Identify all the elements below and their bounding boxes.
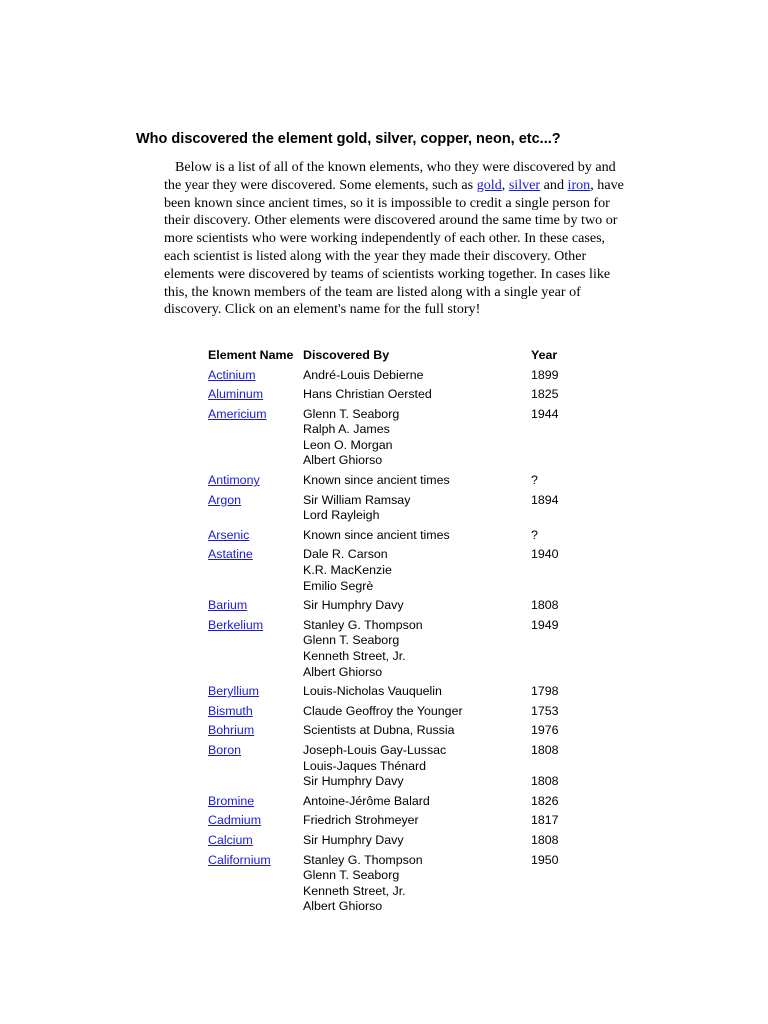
discovered-by-cell [303,794,430,810]
discovered-by-cell [303,528,450,544]
year-cell [531,598,559,614]
element-link-argon[interactable]: Argon [208,492,242,507]
intro-separator-1: , [501,176,509,193]
year-cell [531,493,559,509]
discovered-by-cell [303,547,392,594]
discoverer-name: Hans Christian Oersted [303,387,432,402]
silver-link[interactable]: silver [508,176,541,193]
discoverer-name: Sir Humphry Davy [303,598,404,613]
discovery-year: 1825 [531,387,559,402]
discovery-year: 1944 [531,406,559,421]
discoverer-name: Louis-Jaques Thénard [303,758,427,773]
discoverer-name: Known since ancient times [303,473,450,488]
element-link-arsenic[interactable]: Arsenic [208,527,250,542]
header-discovered-by: Discovered By [303,348,390,362]
discoverer-name: Ralph A. James [303,422,390,437]
element-link-astatine[interactable]: Astatine [208,547,253,562]
discoverer-name: André-Louis Debierne [303,367,424,382]
discoverer-name: Emilio Segrè [303,578,374,593]
discoverer-name: Antoine-Jérôme Balard [303,793,430,808]
discovered-by-cell [303,493,410,524]
discoverer-name: Kenneth Street, Jr. [303,649,406,664]
year-cell [531,368,559,384]
discovery-year: 1976 [531,723,559,738]
year-cell [531,794,559,810]
discoverer-name: Leon O. Morgan [303,437,393,452]
element-link-californium[interactable]: Californium [208,852,271,867]
discovery-year: 1817 [531,813,559,828]
table-row [208,387,588,407]
element-link-calcium[interactable]: Calcium [208,833,253,847]
intro-text-1: Below is a list of all of the known elements, who they were discovered by and the year they were discovered. Some elements, such as [164,159,616,193]
year-cell [531,473,538,489]
discoverer-name: Sir Humphry Davy [303,774,404,789]
discoverer-name: Stanley G. Thompson [303,617,423,632]
intro-paragraph [164,159,634,319]
discovery-year: 1808 [531,743,559,758]
table-row [208,598,588,618]
discoverer-name: Stanley G. Thompson [303,852,423,867]
discovered-by-cell [303,813,419,829]
discovery-year: 1949 [531,617,559,632]
table-row [208,853,588,919]
discoverer-name: Glenn T. Seaborg [303,868,400,883]
table-header-row [208,348,588,368]
discovered-by-cell [303,387,432,403]
discoverer-name: Claude Geoffroy the Younger [303,703,463,718]
year-cell [531,813,559,829]
discovered-by-cell [303,407,399,469]
discovered-by-cell [303,853,423,915]
table-row [208,368,588,388]
year-spacer [531,759,559,775]
discoverer-name: K.R. MacKenzie [303,563,392,578]
discoverer-name: Friedrich Strohmeyer [303,813,419,828]
table-row [208,547,588,598]
year-cell [531,853,559,869]
discoverer-name: Known since ancient times [303,527,450,542]
discoverer-name: Albert Ghiorso [303,664,383,679]
year-cell [531,743,559,790]
year-cell [531,618,559,634]
element-link-bismuth[interactable]: Bismuth [208,703,253,718]
table-row [208,743,588,794]
discovery-year: 1826 [531,793,559,808]
iron-link[interactable]: iron [567,176,591,193]
discovery-year: 1899 [531,367,559,382]
year-cell [531,833,559,849]
year-cell [531,723,559,739]
table-row [208,528,588,548]
table-row [208,704,588,724]
header-element-name: Element Name [208,348,294,362]
discoverer-name: Kenneth Street, Jr. [303,883,406,898]
intro-separator-2: and [540,176,568,193]
elements-table [208,348,588,919]
table-row [208,794,588,814]
discovery-year: ? [531,527,538,542]
discovered-by-cell [303,833,404,849]
element-link-beryllium[interactable]: Beryllium [208,684,259,699]
discovered-by-cell [303,704,463,720]
element-link-actinium[interactable]: Actinium [208,367,256,382]
discovery-year: 1894 [531,492,559,507]
year-cell [531,704,559,720]
discovery-year: ? [531,473,538,488]
header-year: Year [531,348,558,362]
table-body [208,368,588,919]
year-cell [531,407,559,423]
discovered-by-cell [303,723,455,739]
discoverer-name: Joseph-Louis Gay-Lussac [303,743,447,758]
element-link-berkelium[interactable]: Berkelium [208,617,264,632]
discoverer-name: Sir William Ramsay [303,492,411,507]
discoverer-name: Glenn T. Seaborg [303,406,400,421]
discovered-by-cell [303,368,424,384]
year-cell [531,684,559,700]
discoverer-name: Dale R. Carson [303,547,388,562]
table-row [208,473,588,493]
element-link-cadmium[interactable]: Cadmium [208,813,262,828]
gold-link[interactable]: gold [476,176,502,193]
discovery-year: 1808 [531,598,559,613]
element-link-aluminum[interactable]: Aluminum [208,387,264,402]
discoverer-name: Sir Humphry Davy [303,833,404,847]
discoverer-name: Lord Rayleigh [303,508,380,523]
discoverer-name: Albert Ghiorso [303,899,383,914]
year-cell [531,528,538,544]
discovery-year: 1808 [531,774,559,789]
discovered-by-cell [303,684,442,700]
year-cell [531,547,559,563]
discovered-by-cell [303,473,450,489]
table-row [208,618,588,684]
year-cell [531,387,559,403]
table-row [208,723,588,743]
discovery-year: 1798 [531,684,559,699]
discovery-year: 1753 [531,703,559,718]
element-link-bromine[interactable]: Bromine [208,793,255,808]
element-link-americium[interactable]: Americium [208,406,267,421]
discoverer-name: Scientists at Dubna, Russia [303,723,455,738]
table-row [208,833,588,853]
intro-text-2: , have been known since ancient times, so it is impossible to credit a single person for their discovery. Other elements were discovered around the same time by two or more scientists who were working independently of each other. In these cases, each scientist is listed along with the year they made their discovery. Other elements were discovered by teams of scientists working together. In cases like this, the known members of the team are listed along with a single year of discovery. Click on an element's name for the full story! [164,176,624,318]
element-link-barium[interactable]: Barium [208,598,248,613]
discovered-by-cell [303,743,446,790]
table-row [208,493,588,528]
table-row [208,684,588,704]
element-link-antimony[interactable]: Antimony [208,473,260,488]
discovery-year: 1950 [531,852,559,867]
discoverer-name: Albert Ghiorso [303,453,383,468]
discovery-year: 1940 [531,547,559,562]
discovery-year: 1808 [531,833,559,847]
discovered-by-cell [303,618,423,680]
discoverer-name: Louis-Nicholas Vauquelin [303,684,442,699]
table-row [208,813,588,833]
discovered-by-cell [303,598,404,614]
element-link-bohrium[interactable]: Bohrium [208,723,255,738]
discoverer-name: Glenn T. Seaborg [303,633,400,648]
table-row [208,407,588,473]
page-title: Who discovered the element gold, silver, copper, neon, etc...? [136,131,561,147]
element-link-boron[interactable]: Boron [208,743,242,758]
